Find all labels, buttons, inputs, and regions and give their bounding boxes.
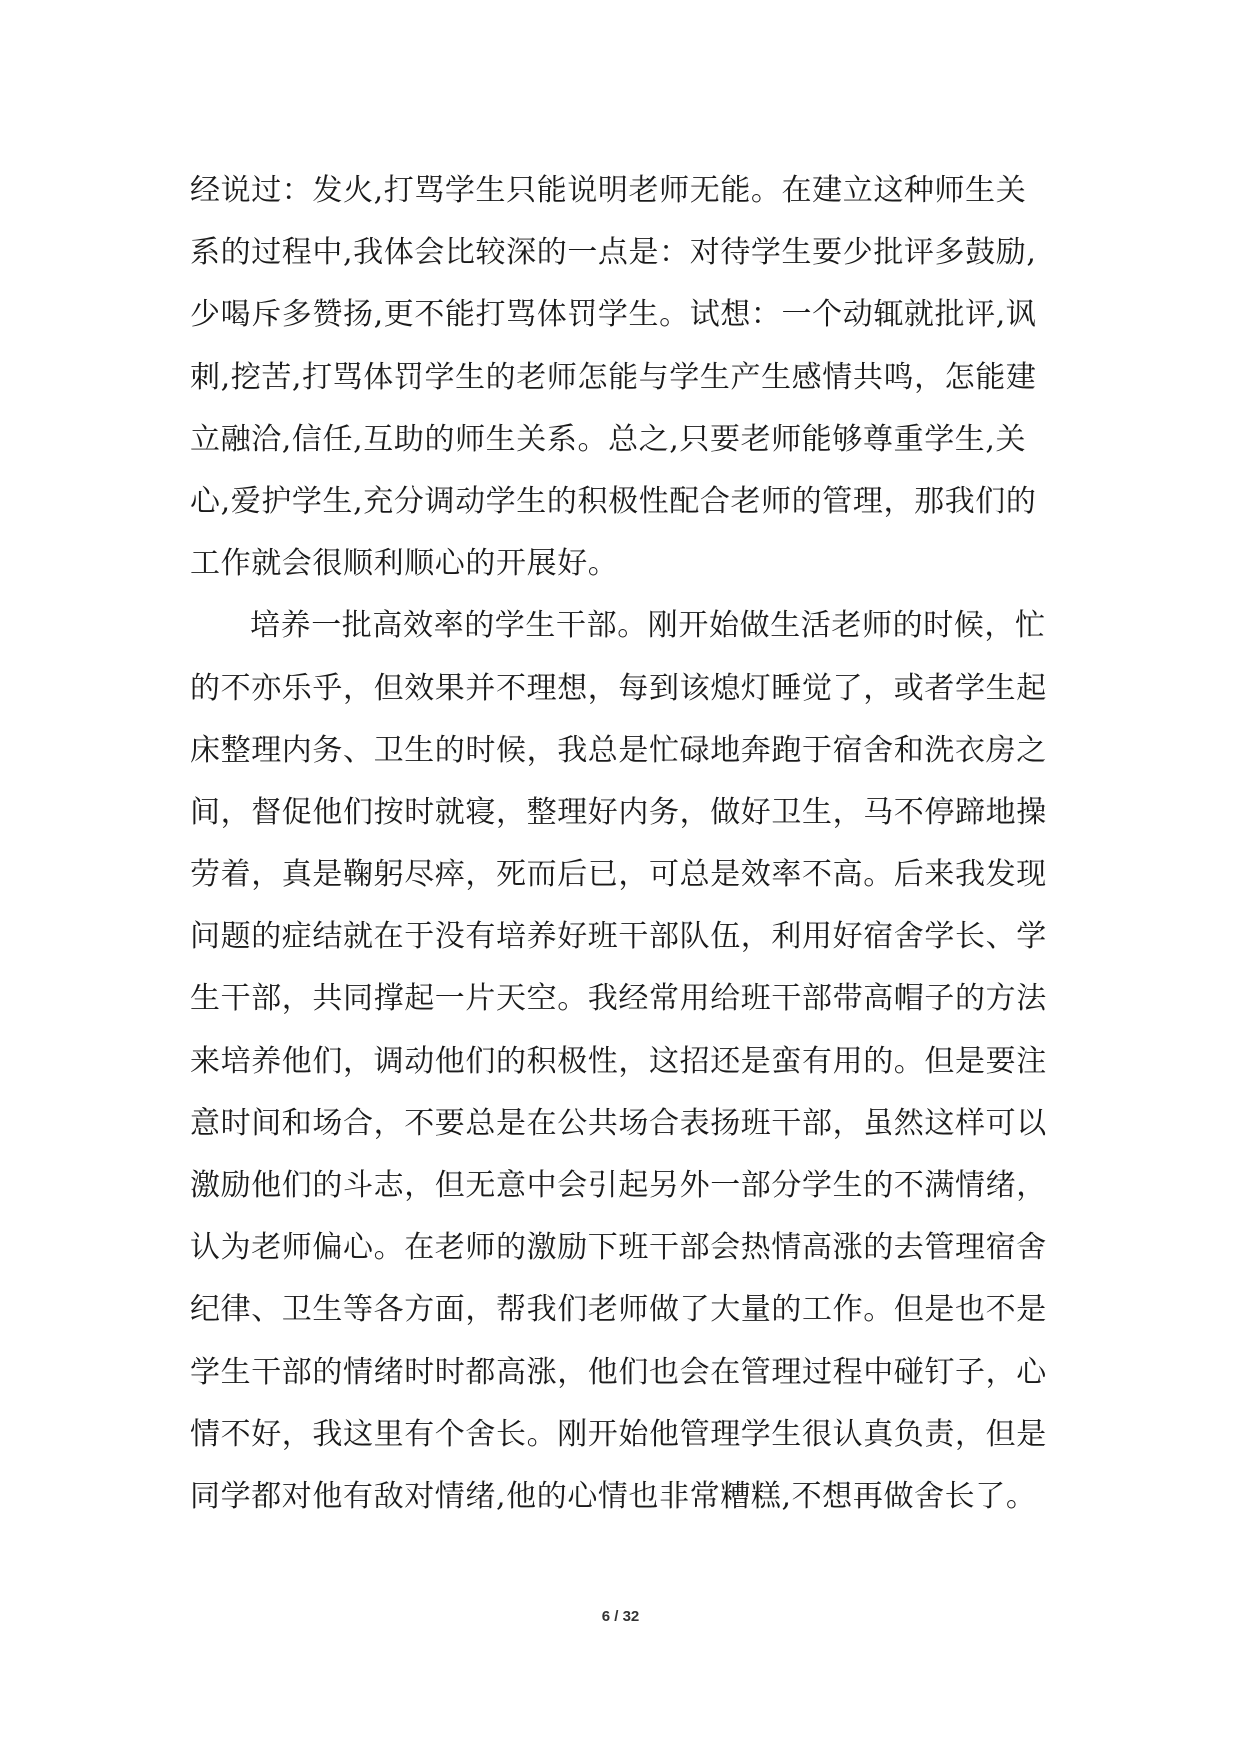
text-line: 认为老师偏心。在老师的激励下班干部会热情高涨的去管理宿舍 bbox=[190, 1230, 1047, 1266]
text-line: 同学都对他有敌对情绪,他的心情也非常糟糕,不想再做舍长了。 bbox=[190, 1478, 1037, 1514]
text-line: 工作就会很顺利顺心的开展好。 bbox=[190, 546, 619, 582]
text-line: 意时间和场合，不要总是在公共场合表扬班干部，虽然这样可以 bbox=[190, 1105, 1047, 1141]
text-line: 立融洽,信任,互助的师生关系。总之,只要老师能够尊重学生,关 bbox=[190, 421, 1027, 457]
text-line: 心,爱护学生,充分调动学生的积极性配合老师的管理，那我们的 bbox=[190, 483, 1037, 519]
text-line: 的不亦乐乎，但效果并不理想，每到该熄灯睡觉了，或者学生起 bbox=[190, 670, 1047, 706]
text-line: 间，督促他们按时就寝，整理好内务，做好卫生，马不停蹄地操 bbox=[190, 794, 1047, 830]
text-line: 生干部，共同撑起一片天空。我经常用给班干部带高帽子的方法 bbox=[190, 981, 1047, 1017]
text-line: 床整理内务、卫生的时候，我总是忙碌地奔跑于宿舍和洗衣房之 bbox=[190, 732, 1047, 768]
text-line: 学生干部的情绪时时都高涨，他们也会在管理过程中碰钉子，心 bbox=[190, 1354, 1047, 1390]
text-line: 纪律、卫生等各方面，帮我们老师做了大量的工作。但是也不是 bbox=[190, 1292, 1047, 1328]
text-line: 劳着，真是鞠躬尽瘁，死而后已，可总是效率不高。后来我发现 bbox=[190, 857, 1047, 893]
text-line: 激励他们的斗志，但无意中会引起另外一部分学生的不满情绪， bbox=[190, 1168, 1047, 1203]
paragraph-first-line: 培养一批高效率的学生干部。刚开始做生活老师的时候，忙 bbox=[250, 608, 1046, 644]
text-line: 少喝斥多赞扬,更不能打骂体罚学生。试想：一个动辄就批评,讽 bbox=[190, 297, 1037, 333]
text-line: 情不好，我这里有个舍长。刚开始他管理学生很认真负责，但是 bbox=[190, 1416, 1047, 1452]
text-line: 来培养他们，调动他们的积极性，这招还是蛮有用的。但是要注 bbox=[190, 1043, 1047, 1079]
text-line: 问题的症结就在于没有培养好班干部队伍，利用好宿舍学长、学 bbox=[190, 919, 1047, 955]
body-text bbox=[190, 160, 1070, 1528]
text-line: 系的过程中,我体会比较深的一点是：对待学生要少批评多鼓励, bbox=[190, 235, 1037, 271]
text-line: 经说过：发火,打骂学生只能说明老师无能。在建立这种师生关 bbox=[190, 173, 1027, 208]
page-number: 6 / 32 bbox=[601, 1608, 640, 1625]
text-line: 刺,挖苦,打骂体罚学生的老师怎能与学生产生感情共鸣，怎能建 bbox=[190, 359, 1037, 395]
